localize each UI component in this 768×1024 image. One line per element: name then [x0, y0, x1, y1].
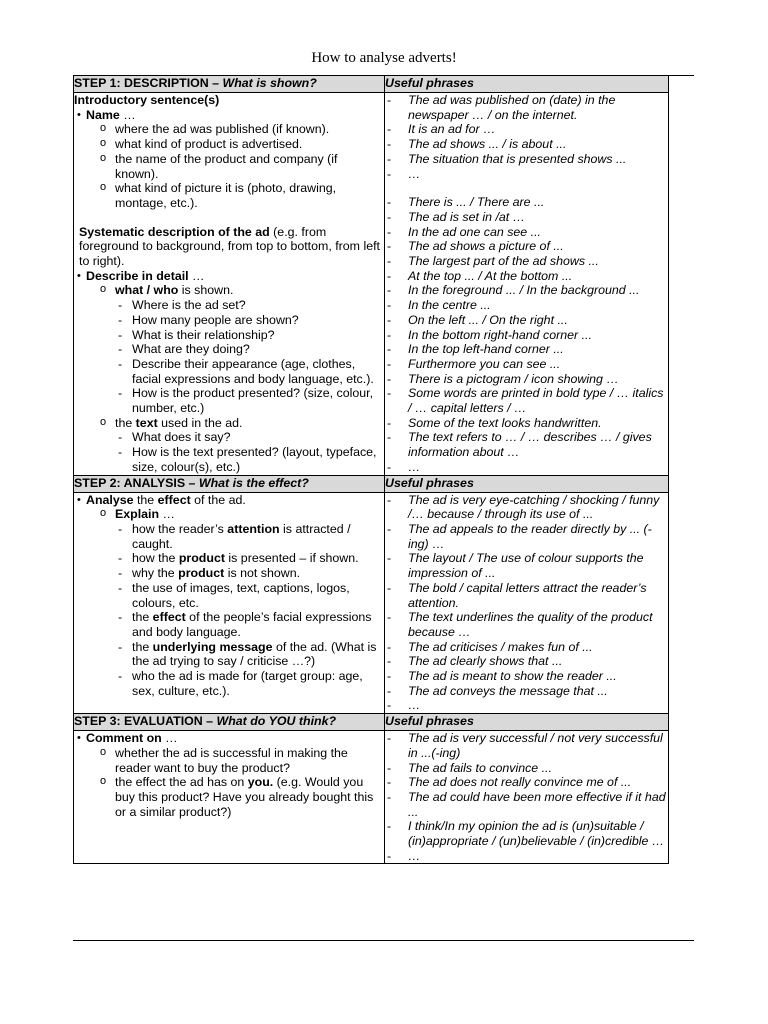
list-item: - What does it say?	[115, 430, 384, 445]
text-item: o the text used in the ad. - What does it say? - How is the text presented? (layout, typeface, size, colour(s), etc.)	[86, 416, 384, 475]
step2-content-row	[74, 492, 669, 714]
list-item: o the effect the ad has on you. (e.g. Would you buy this product? Have you already bought this or a similar product?)	[86, 775, 384, 819]
phrase-item: - The ad is very eye-catching / shocking / funny /… because / through its use of ...	[385, 493, 668, 522]
phrase-item: - The largest part of the ad shows ...	[385, 254, 668, 269]
list-item: o whether the ad is successful in making the reader want to buy the product?	[86, 746, 384, 775]
list-item: o what kind of product is advertised.	[86, 137, 384, 152]
step2-header: STEP 2: ANALYSIS – What is the effect?	[74, 475, 385, 492]
list-item: - How many people are shown?	[115, 313, 384, 328]
phrase-item: - The ad shows ... / is about ...	[385, 137, 668, 152]
step1-question: What is shown?	[222, 76, 317, 90]
phrase-item: - In the bottom right-hand corner ...	[385, 328, 668, 343]
phrase-item: - The ad could have been more effective if it had ...	[385, 790, 668, 819]
phrase-item: - There is ... / There are ...	[385, 195, 668, 210]
list-item: - Where is the ad set?	[115, 298, 384, 313]
list-item: - how the product is presented – if shown.	[115, 551, 384, 566]
step3-phrases	[385, 731, 669, 864]
step3-instructions	[74, 731, 385, 864]
step1-phrases-header: Useful phrases	[385, 76, 669, 93]
phrase-item: - The ad was published on (date) in the newspaper … / on the internet.	[385, 93, 668, 122]
step3-question: What do YOU think?	[216, 714, 337, 729]
phrase-item: - The ad does not really convince me of ...	[385, 775, 668, 790]
intro-heading: Introductory sentence(s)	[74, 93, 220, 107]
phrase-item: - The bold / capital letters attract the reader’s attention.	[385, 581, 668, 610]
phrase-item: - In the centre ...	[385, 298, 668, 313]
phrase-item: - The text underlines the quality of the product because …	[385, 610, 668, 639]
phrase-item: - The ad appeals to the reader directly by ... (-ing) …	[385, 522, 668, 551]
describe-item: • Describe in detail … o what / who is shown. - Where is the ad set? - How many people are shown? - What is their relationship? - What are they doing? - Describe their appearance (age, clothes, facial expressions and body language, etc.). - How is the product presented? (size, colour, number, etc.) o the text used in the ad. - What does it say? - How is the text presented? (layout, typeface, size, colour(s), etc.)	[74, 269, 384, 475]
phrase-item: - The ad is meant to show the reader ...	[385, 669, 668, 684]
phrase-item: - Some of the text looks handwritten.	[385, 416, 668, 431]
analyse-item: • Analyse the effect of the ad. o Explain … - how the reader’s attention is attracted / caught. - how the product is presented – if shown. - why the product is not shown. - the use of images, text, captions, logos, colours, etc. - the effect of the people’s facial expressions and body language. - the underlying message of the ad. (What is the ad trying to say / criticise …?) - who the ad is made for (target group: age, sex, culture, etc.).	[74, 493, 384, 699]
list-item: - the effect of the people’s facial expressions and body language.	[115, 610, 384, 639]
footer-rule	[73, 940, 694, 941]
phrase-item: - …	[385, 698, 668, 713]
step1-content-row	[74, 93, 669, 476]
list-item: o where the ad was published (if known).	[86, 122, 384, 137]
name-item: • Name … o where the ad was published (if known). o what kind of product is advertised. o the name of the product and company (if known). o what kind of picture it is (photo, drawing, montage, etc.).	[74, 108, 384, 211]
list-item: - the use of images, text, captions, logos, colours, etc.	[115, 581, 384, 610]
phrase-item: - The ad is very successful / not very successful in ...(-ing)	[385, 731, 668, 760]
step3-header-row	[74, 714, 669, 731]
phrase-item: - The ad clearly shows that ...	[385, 654, 668, 669]
step2-phrases-header: Useful phrases	[385, 475, 669, 492]
step2-phrases	[385, 492, 669, 714]
comment-item: • Comment on … o whether the ad is successful in making the reader want to buy the product? o the effect the ad has on you. (e.g. Would you buy this product? Have you already bought this or a similar product?)	[74, 731, 384, 819]
step1-list	[74, 108, 384, 211]
list-item: - who the ad is made for (target group: age, sex, culture, etc.).	[115, 669, 384, 698]
list-item: o the name of the product and company (if known).	[86, 152, 384, 181]
phrase-item: - The ad shows a picture of ...	[385, 239, 668, 254]
list-item: - How is the text presented? (layout, typeface, size, colour(s), etc.)	[115, 445, 384, 474]
list-item: - why the product is not shown.	[115, 566, 384, 581]
phrase-item: - On the left ... / On the right ...	[385, 313, 668, 328]
step2-header-row	[74, 475, 669, 492]
phrase-item: - Furthermore you can see ...	[385, 357, 668, 372]
step3-header: STEP 3: EVALUATION – What do YOU think?	[74, 714, 385, 731]
phrase-item: - In the ad one can see ...	[385, 225, 668, 240]
phrase-item: - The ad fails to convince ...	[385, 761, 668, 776]
phrase-item: - I think/In my opinion the ad is (un)suitable / (in)appropriate / (un)believable / (in)credible …	[385, 819, 668, 848]
what-who-item: o what / who is shown. - Where is the ad set? - How many people are shown? - What is their relationship? - What are they doing? - Describe their appearance (age, clothes, facial expressions and body language, etc.). - How is the product presented? (size, colour, number, etc.)	[86, 283, 384, 415]
phrase-item: - In the top left-hand corner ...	[385, 342, 668, 357]
list-item: - What are they doing?	[115, 342, 384, 357]
phrase-item: - The text refers to … / … describes … / gives information about …	[385, 430, 668, 459]
phrase-item: - In the foreground ... / In the background ...	[385, 283, 668, 298]
phrase-item: - …	[385, 460, 668, 475]
list-item: - Describe their appearance (age, clothes, facial expressions and body language, etc.).	[115, 357, 384, 386]
phrase-item: - …	[385, 849, 668, 864]
phrase-item: - It is an ad for …	[385, 122, 668, 137]
step2-instructions	[74, 492, 385, 714]
step1-header-row	[74, 76, 669, 93]
phrase-item: - …	[385, 167, 668, 182]
step3-content-row	[74, 731, 669, 864]
phrase-item: - Some words are printed in bold type / … italics / … capital letters / …	[385, 386, 668, 415]
list-item: - What is their relationship?	[115, 328, 384, 343]
list-item: o what kind of picture it is (photo, drawing, montage, etc.).	[86, 181, 384, 210]
step3-phrases-header: Useful phrases	[385, 714, 669, 731]
phrase-item: - At the top ... / At the bottom ...	[385, 269, 668, 284]
list-item: - the underlying message of the ad. (What is the ad trying to say / criticise …?)	[115, 640, 384, 669]
step1-phrases	[385, 93, 669, 476]
list-item: - how the reader’s attention is attracted / caught.	[115, 522, 384, 551]
list-item: - How is the product presented? (size, colour, number, etc.)	[115, 386, 384, 415]
phrase-item: - There is a pictogram / icon showing …	[385, 372, 668, 387]
systematic-description: Systematic description of the ad (e.g. from foreground to background, from top to bottom, from left to right).	[79, 224, 380, 269]
phrase-item: - The ad conveys the message that ...	[385, 684, 668, 699]
explain-item: o Explain … - how the reader’s attention is attracted / caught. - how the product is presented – if shown. - why the product is not shown. - the use of images, text, captions, logos, colours, etc. - the effect of the people’s facial expressions and body language. - the underlying message of the ad. (What is the ad trying to say / criticise …?) - who the ad is made for (target group: age, sex, culture, etc.).	[86, 507, 384, 698]
phrase-item: - The layout / The use of colour supports the impression of ...	[385, 551, 668, 580]
phrase-item: - The situation that is presented shows ...	[385, 152, 668, 167]
phrase-item: - The ad is set in /at …	[385, 210, 668, 225]
page-title: How to analyse adverts!	[311, 50, 457, 66]
phrase-item: - The ad criticises / makes fun of ...	[385, 640, 668, 655]
step2-question: What is the effect?	[198, 475, 309, 490]
step1-instructions	[74, 93, 385, 476]
step1-header: STEP 1: DESCRIPTION – What is shown?	[74, 76, 385, 93]
advert-analysis-table	[73, 75, 669, 864]
